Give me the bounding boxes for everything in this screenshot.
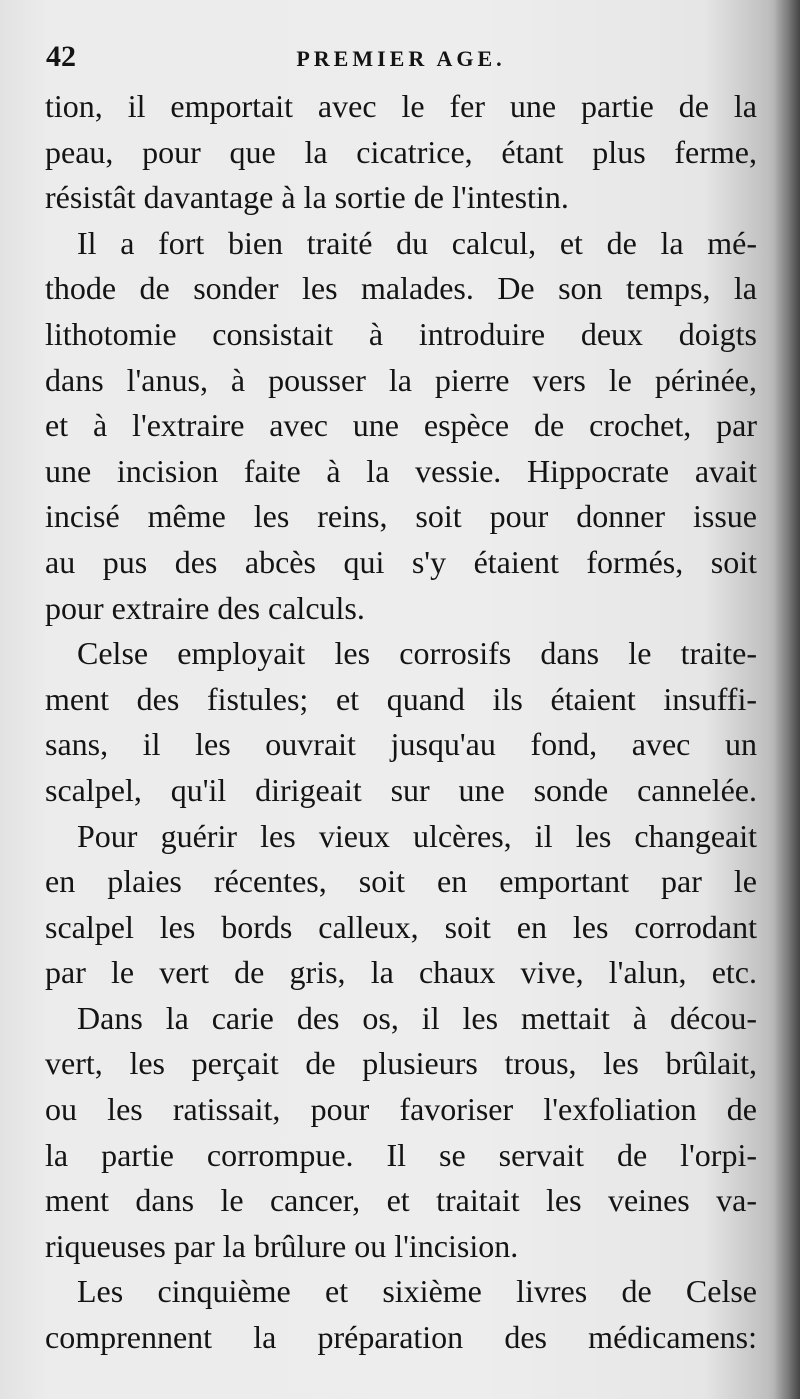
text-line: dans l'anus, à pousser la pierre vers le périnée, (45, 361, 757, 398)
text-line: la partie corrompue. Il se servait de l'orpi- (45, 1136, 757, 1173)
text-line: Les cinquième et sixième livres de Celse (77, 1273, 757, 1310)
text-line: au pus des abcès qui s'y étaient formés, soit (45, 543, 757, 580)
text-line: Il a fort bien traité du calcul, et de la mé- (77, 224, 757, 261)
text-line: comprennent la préparation des médicamens: (45, 1319, 757, 1356)
text-line: sans, il les ouvrait jusqu'au fond, avec un (45, 726, 757, 763)
text-line: ment des fistules; et quand ils étaient insuffi- (45, 680, 757, 717)
text-line: Celse employait les corrosifs dans le traite- (77, 635, 757, 672)
text-line: tion, il emportait avec le fer une partie de la (45, 88, 757, 124)
text-line: thode de sonder les malades. De son temps, la (45, 270, 757, 307)
text-line: scalpel les bords calleux, soit en les corrodant (45, 908, 757, 945)
text-line: ou les ratissait, pour favoriser l'exfoliation de (45, 1091, 757, 1128)
page-edge-shadow (774, 0, 800, 1399)
page-header (46, 38, 756, 80)
text-line: pour extraire des calculs. (45, 589, 365, 626)
text-line: et à l'extraire avec une espèce de crochet, par (45, 407, 757, 444)
text-line: par le vert de gris, la chaux vive, l'alun, etc. (45, 954, 757, 991)
body-text (45, 84, 757, 1361)
text-line: en plaies récentes, soit en emportant par le (45, 863, 757, 900)
text-line: scalpel, qu'il dirigeait sur une sonde cannelée. (45, 771, 757, 808)
text-line: riqueuses par la brûlure ou l'incision. (45, 1227, 519, 1264)
text-line: ment dans le cancer, et traitait les veines va- (45, 1182, 757, 1219)
text-line: lithotomie consistait à introduire deux doigts (45, 315, 757, 352)
text-line: Dans la carie des os, il les mettait à décou- (77, 999, 757, 1036)
page-number: 42 (46, 40, 76, 73)
text-line: résistât davantage à la sortie de l'intestin. (45, 179, 569, 216)
text-line: vert, les perçait de plusieurs trous, les brûlait, (45, 1045, 757, 1082)
running-title: PREMIER AGE. (296, 46, 506, 71)
text-line: une incision faite à la vessie. Hippocrate avait (45, 452, 757, 489)
text-line: peau, pour que la cicatrice, étant plus ferme, (45, 133, 757, 170)
text-line: Pour guérir les vieux ulcères, il les changeait (77, 817, 757, 854)
text-line: incisé même les reins, soit pour donner issue (45, 498, 757, 535)
